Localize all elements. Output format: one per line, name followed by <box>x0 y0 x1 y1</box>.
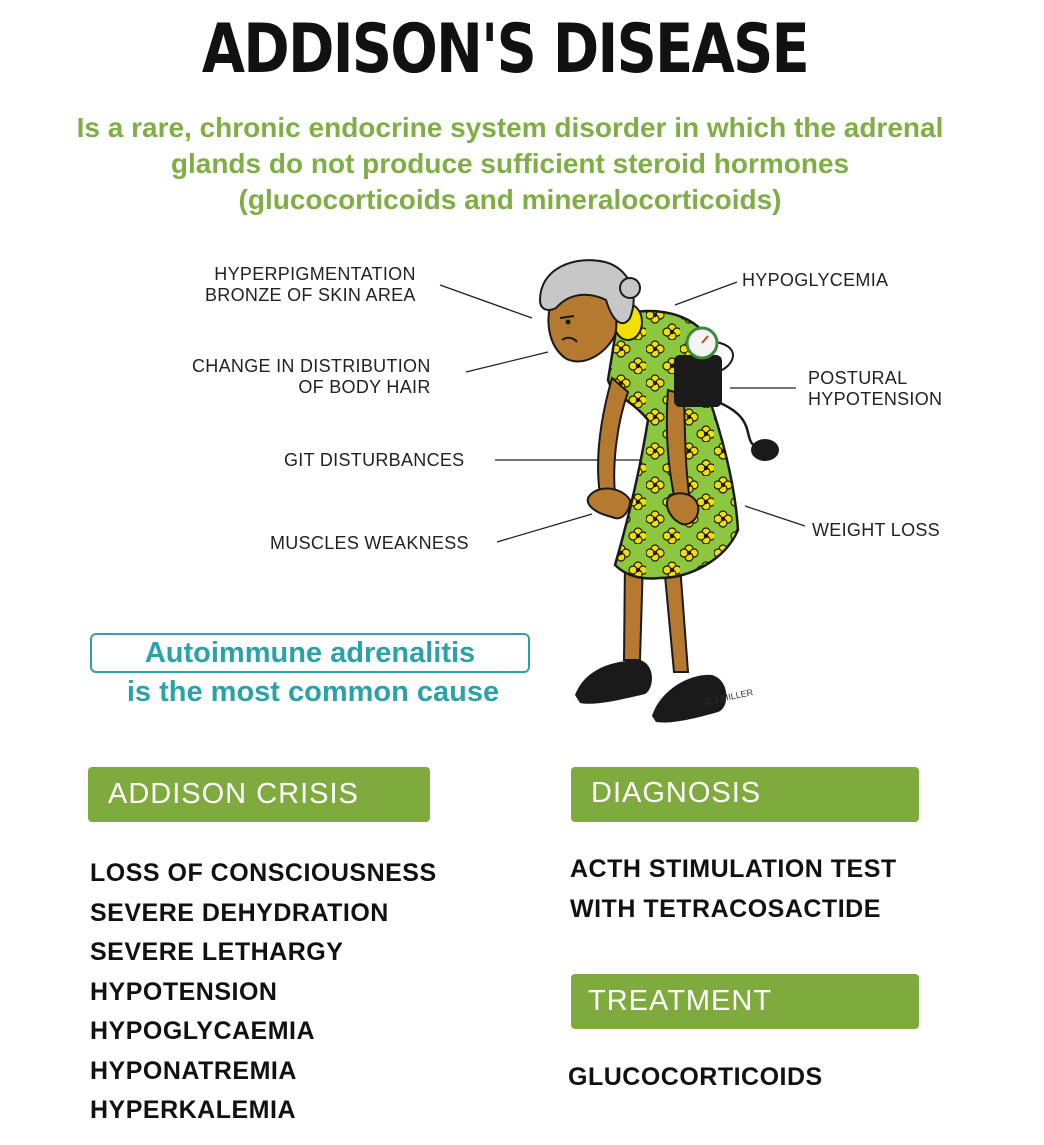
diagnosis-item: WITH TETRACOSACTIDE <box>570 894 881 923</box>
crisis-item: HYPERKALEMIA <box>90 1096 297 1124</box>
symptom-hypoglycemia: HYPOGLYCEMIA <box>742 270 889 290</box>
diagnosis-item: ACTH STIMULATION TEST <box>570 855 897 883</box>
cause-line1: Autoimmune adrenalitis <box>144 637 476 669</box>
crisis-item: HYPOGLYCAEMIA <box>90 1017 316 1045</box>
artist-signature: C.J.MILLER <box>704 687 754 707</box>
symptom-muscles: MUSCLES WEAKNESS <box>270 533 469 553</box>
symptom-postural: POSTURAL HYPOTENSION <box>808 368 943 409</box>
diagnosis-list <box>570 850 897 929</box>
treatment-heading: TREATMENT <box>571 974 919 1029</box>
cause-line2: is the most common cause <box>126 676 500 708</box>
crisis-item: HYPONATREMIA <box>90 1056 297 1085</box>
crisis-item: LOSS OF CONSCIOUSNESS <box>90 859 437 887</box>
diagnosis-heading: DIAGNOSIS <box>571 767 919 822</box>
crisis-heading: ADDISON CRISIS <box>88 767 430 822</box>
crisis-item: SEVERE LETHARGY <box>90 938 344 966</box>
symptom-body-hair: CHANGE IN DISTRIBUTION OF BODY HAIR <box>192 356 431 397</box>
left-shoe <box>575 660 652 704</box>
symptom-git: GIT DISTURBANCES <box>284 450 465 470</box>
crisis-item: SEVERE DEHYDRATION <box>90 898 389 927</box>
page-title: ADDISON'S DISEASE <box>201 10 809 89</box>
crisis-list <box>90 854 437 1131</box>
bp-bulb <box>751 439 779 461</box>
definition-text: Is a rare, chronic endocrine system disorder in which the adrenal glands do not produce sufficient steroid hormones (glucocorticoids and mineralocorticoids) <box>76 112 944 215</box>
treatment-item: GLUCOCORTICOIDS <box>568 1063 823 1091</box>
crisis-item: HYPOTENSION <box>90 977 278 1006</box>
symptom-weight-loss: WEIGHT LOSS <box>812 520 940 540</box>
symptom-hyperpigmentation: HYPERPIGMENTATION BRONZE OF SKIN AREA <box>205 264 416 305</box>
treatment-list <box>568 1058 823 1098</box>
bp-cuff <box>674 355 722 407</box>
